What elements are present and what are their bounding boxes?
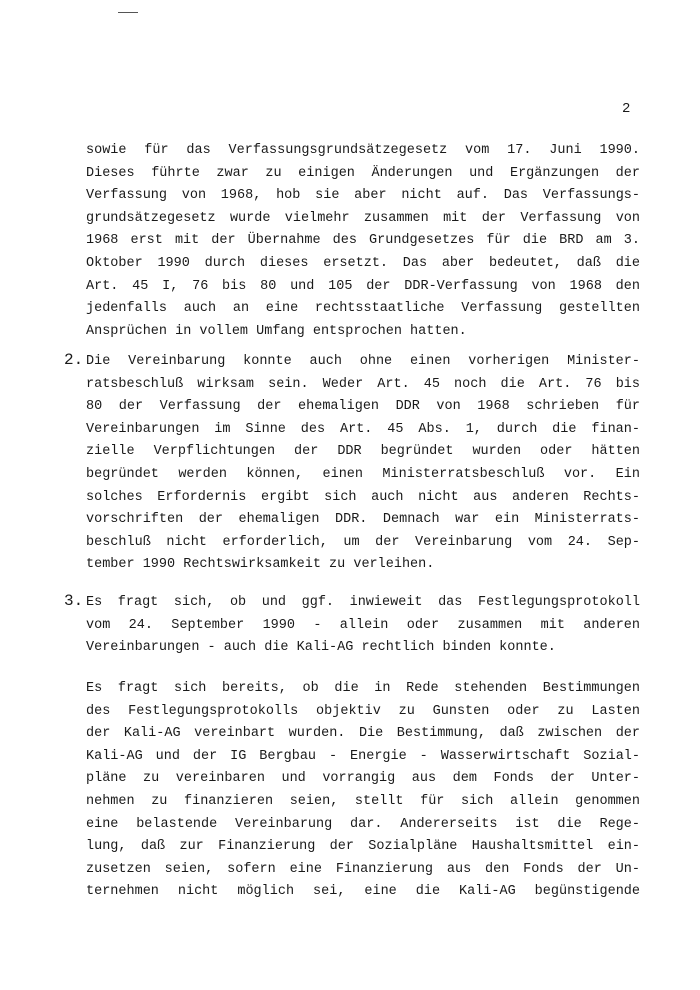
text-line: sowie für das Verfassungsgrundsätzegesetz vom 17. Juni 1990.: [86, 143, 640, 158]
text-line: 1968 erst mit der Übernahme des Grundgesetzes für die BRD am 3.: [86, 233, 640, 249]
text-line: Oktober 1990 durch dieses ersetzt. Das aber bedeutet, daß die: [86, 255, 640, 271]
text-line: ratsbeschluß wirksam sein. Weder Art. 45 noch die Art. 76 bis: [86, 376, 640, 392]
text-line: pläne zu vereinbaren und vorrangig aus dem Fonds der Unter-: [86, 771, 640, 787]
item-number: 3.: [64, 592, 84, 610]
text-line: nehmen zu finanzieren seien, stellt für sich allein genommen: [86, 793, 640, 809]
text-line: Dieses führte zwar zu einigen Änderungen und Ergänzungen der: [86, 165, 640, 181]
text-line: solches Erfordernis ergibt sich auch nicht aus anderen Rechts-: [86, 489, 640, 505]
item-number: 2.: [64, 351, 84, 369]
paragraph-continuation: [86, 140, 640, 343]
text-line: Kali-AG und der IG Bergbau - Energie - Wasserwirtschaft Sozial-: [86, 748, 640, 764]
numbered-item-2: [64, 351, 640, 577]
text-line: zusetzen seien, sofern eine Finanzierung aus den Fonds der Un-: [86, 861, 640, 877]
text-line: der Kali-AG vereinbart wurden. Die Bestimmung, daß zwischen der: [86, 726, 640, 742]
text-line: begründet werden können, einen Ministerratsbeschluß vor. Ein: [86, 466, 640, 482]
text-line: beschluß nicht erforderlich, um der Vereinbarung vom 24. Sep-: [86, 534, 640, 550]
text-line: tember 1990 Rechtswirksamkeit zu verleihen.: [86, 557, 435, 573]
text-line: 80 der Verfassung der ehemaligen DDR von 1968 schrieben für: [86, 399, 640, 415]
numbered-item-3: [64, 592, 640, 660]
text-line: ternehmen nicht möglich sei, eine die Kali-AG begünstigende: [86, 884, 640, 900]
text-line: Es fragt sich, ob und ggf. inwieweit das Festlegungsprotokoll: [86, 595, 640, 610]
page-number: 2: [622, 101, 631, 117]
text-line: grundsätzegesetz wurde vielmehr zusammen mit der Verfassung von: [86, 210, 640, 226]
paragraph-item-3-detail: [86, 678, 640, 904]
text-line: zielle Verpflichtungen der DDR begründet wurden oder hätten: [86, 444, 640, 460]
text-line: lung, daß zur Finanzierung der Sozialpläne Haushaltsmittel ein-: [86, 839, 640, 855]
text-line: vom 24. September 1990 - allein oder zusammen mit anderen: [86, 617, 640, 633]
text-line: jedenfalls auch an eine rechtsstaatliche Verfassung gestellten: [86, 301, 640, 317]
text-line: Vereinbarungen - auch die Kali-AG rechtlich binden konnte.: [86, 640, 556, 656]
text-line: vorschriften der ehemaligen DDR. Demnach war ein Ministerrats-: [86, 512, 640, 528]
text-line: des Festlegungsprotokolls objektiv zu Gunsten oder zu Lasten: [86, 703, 640, 719]
text-line: eine belastende Vereinbarung dar. Andererseits ist die Rege-: [86, 816, 640, 832]
text-line: Es fragt sich bereits, ob die in Rede stehenden Bestimmungen: [86, 681, 640, 696]
text-line: Verfassung von 1968, hob sie aber nicht auf. Das Verfassungs-: [86, 188, 640, 204]
scan-mark: [118, 12, 138, 13]
text-line: Ansprüchen in vollem Umfang entsprochen hatten.: [86, 323, 467, 339]
text-line: Die Vereinbarung konnte auch ohne einen vorherigen Minister-: [86, 354, 640, 369]
text-line: Art. 45 I, 76 bis 80 und 105 der DDR-Verfassung von 1968 den: [86, 278, 640, 294]
text-line: Vereinbarungen im Sinne des Art. 45 Abs. 1, durch die finan-: [86, 421, 640, 437]
